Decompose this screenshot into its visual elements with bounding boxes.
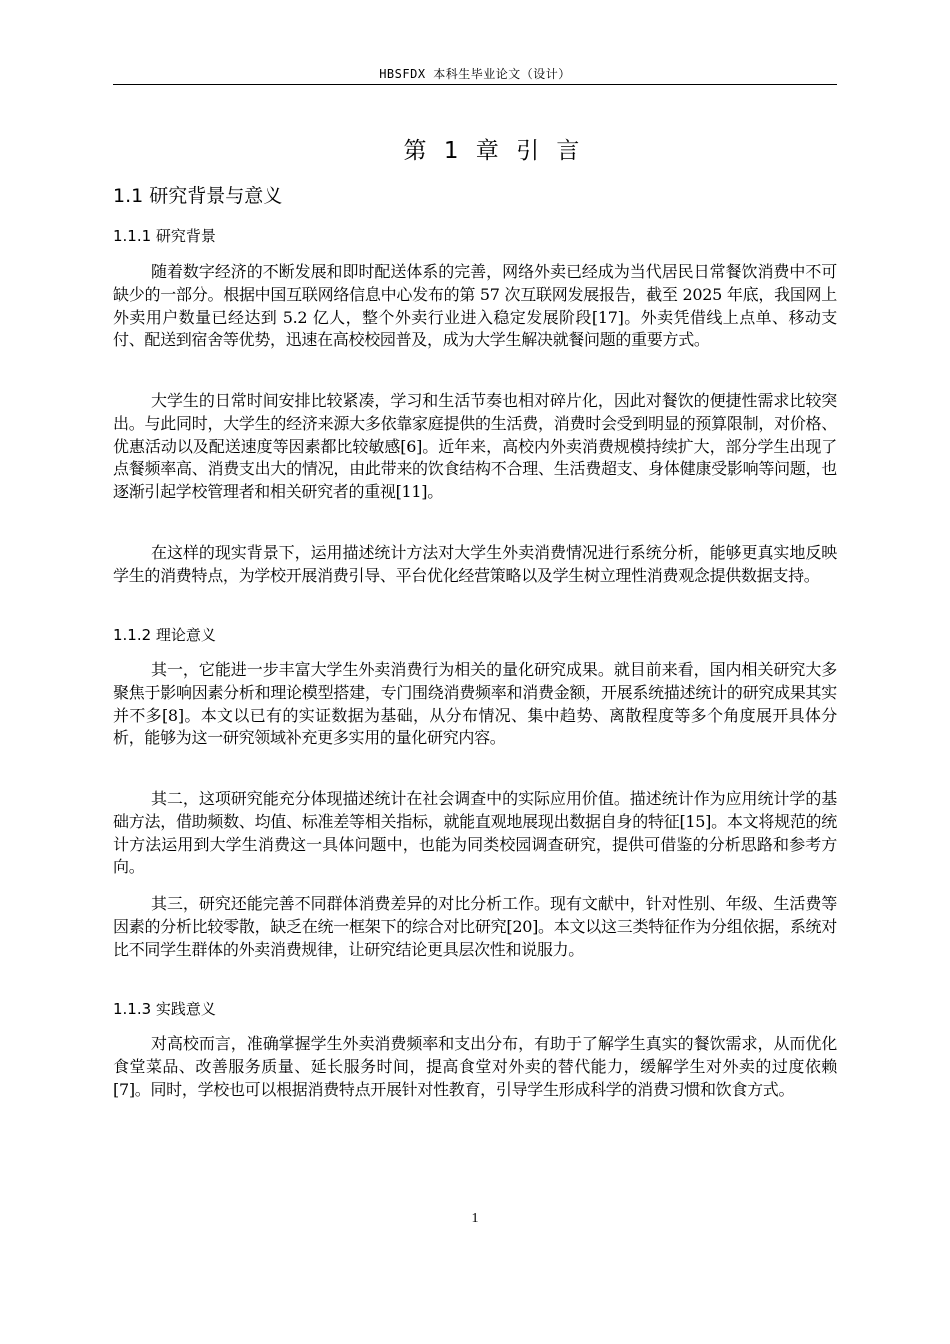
page-number: 1: [471, 1211, 479, 1226]
chapter-title: 第 1 章 引 言: [403, 138, 580, 164]
paragraph: 其三，研究还能完善不同群体消费差异的对比分析工作。现有文献中，针对性别、年级、生活费等因素的分析比较零散，缺乏在统一框架下的综合对比研究[20]。本文以这三类特征作为分组依据，系统对比不同学生群体的外卖消费规律，让研究结论更具层次性和说服力。: [113, 894, 837, 959]
paragraph: 随着数字经济的不断发展和即时配送体系的完善，网络外卖已经成为当代居民日常餐饮消费中不可缺少的一部分。根据中国互联网络信息中心发布的第 57 次互联网发展报告，截至 2025 年底，我国网上外卖用户数量已经达到 5.2 亿人，整个外卖行业进入稳定发展阶段[17]。外卖凭借线上点单、移动支付、配送到宿舍等优势，迅速在高校校园普及，成为大学生解决就餐问题的重要方式。: [113, 262, 837, 350]
paragraph: 在这样的现实背景下，运用描述统计方法对大学生外卖消费情况进行系统分析，能够更真实地反映学生的消费特点，为学校开展消费引导、平台优化经营策略以及学生树立理性消费观念提供数据支持。: [113, 543, 837, 585]
subsection-heading-1-1-1: 1.1.1 研究背景: [113, 227, 216, 245]
paragraph: 对高校而言，准确掌握学生外卖消费频率和支出分布，有助于了解学生真实的餐饮需求，从而优化食堂菜品、改善服务质量、延长服务时间，提高食堂对外卖的替代能力，缓解学生对外卖的过度依赖[7]。同时，学校也可以根据消费特点开展针对性教育，引导学生形成科学的消费习惯和饮食方式。: [113, 1034, 837, 1099]
subsection-heading-1-1-2: 1.1.2 理论意义: [113, 626, 216, 644]
paragraph: 其一，它能进一步丰富大学生外卖消费行为相关的量化研究成果。就目前来看，国内相关研究大多聚焦于影响因素分析和理论模型搭建，专门围绕消费频率和消费金额，开展系统描述统计的研究成果其实并不多[8]。本文以已有的实证数据为基础，从分布情况、集中趋势、离散程度等多个角度展开具体分析，能够为这一研究领域补充更多实用的量化研究内容。: [113, 660, 837, 748]
subsection-heading-1-1-3: 1.1.3 实践意义: [113, 1000, 216, 1018]
running-header: HBSFDX 本科生毕业论文（设计）: [379, 67, 571, 81]
section-heading-1-1: 1.1 研究背景与意义: [113, 185, 283, 207]
header-rule: [113, 84, 837, 85]
paragraph: 其二，这项研究能充分体现描述统计在社会调查中的实际应用价值。描述统计作为应用统计学的基础方法，借助频数、均值、标准差等相关指标，就能直观地展现出数据自身的特征[15]。本文将规范的统计方法运用到大学生消费这一具体问题中，也能为同类校园调查研究，提供可借鉴的分析思路和参考方向。: [113, 789, 837, 877]
paragraph: 大学生的日常时间安排比较紧凑，学习和生活节奏也相对碎片化，因此对餐饮的便捷性需求比较突出。与此同时，大学生的经济来源大多依靠家庭提供的生活费，消费时会受到明显的预算限制，对价格、优惠活动以及配送速度等因素都比较敏感[6]。近年来，高校内外卖消费规模持续扩大，部分学生出现了点餐频率高、消费支出大的情况，由此带来的饮食结构不合理、生活费超支、身体健康受影响等问题，也逐渐引起学校管理者和相关研究者的重视[11]。: [113, 391, 837, 502]
